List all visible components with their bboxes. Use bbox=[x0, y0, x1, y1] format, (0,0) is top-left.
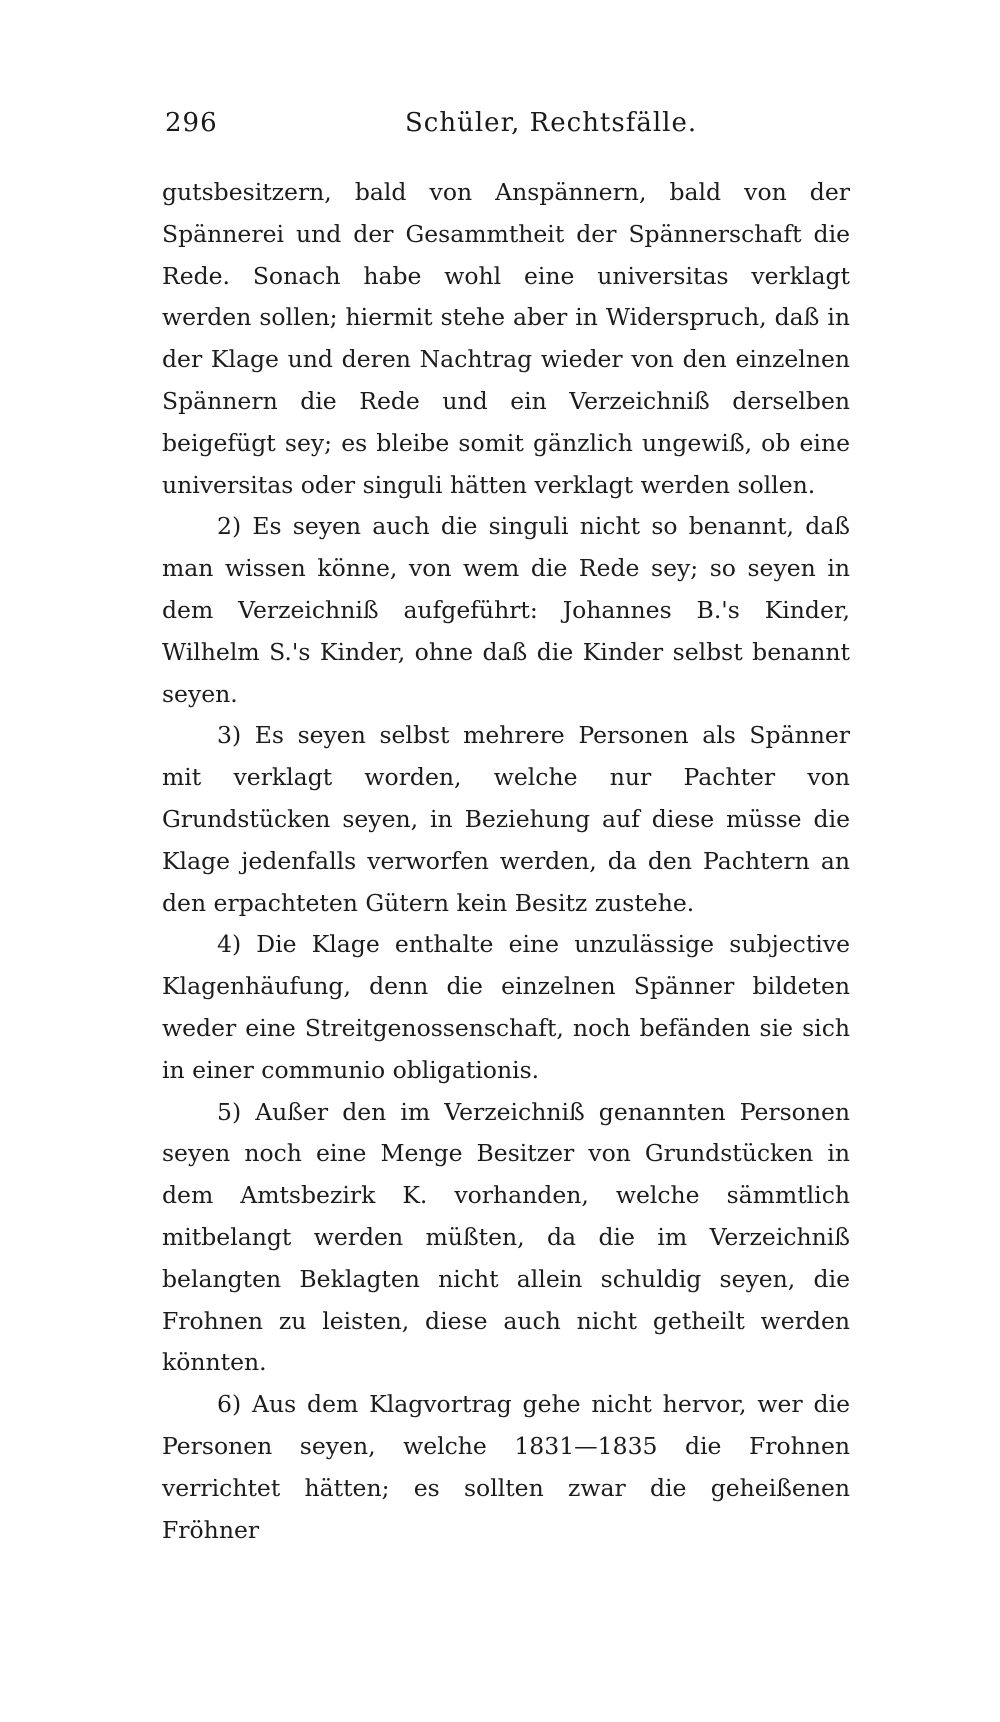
running-title: Schüler, Rechtsfälle. bbox=[405, 108, 698, 138]
paragraph-point-3: 3) Es seyen selbst mehrere Personen als Spänner mit verklagt worden, welche nur Pachter von Grundstücken seyen, in Beziehung auf diese müsse die Klage jedenfalls verworfen werden, da den Pachtern an den erpachteten Gütern kein Besitz zustehe. bbox=[162, 721, 850, 917]
page-header bbox=[165, 108, 855, 152]
paragraph-continuation: gutsbesitzern, bald von Anspännern, bald von der Spännerei und der Gesammtheit der Spännerschaft die Rede. Sonach habe wohl eine universitas verklagt werden sollen; hiermit stehe aber in Widerspruch, daß in der Klage und deren Nachtrag wieder von den einzelnen Spännern die Rede und ein Verzeichniß derselben beigefügt sey; es bleibe somit gänzlich ungewiß, ob eine universitas oder singuli hätten verklagt werden sollen. bbox=[162, 178, 850, 499]
page-number: 296 bbox=[165, 108, 218, 138]
paragraph-point-5: 5) Außer den im Verzeichniß genannten Personen seyen noch eine Menge Besitzer von Grundstücken in dem Amtsbezirk K. vorhanden, welche sämmtlich mitbelangt werden müßten, da die im Verzeichniß belangten Beklagten nicht allein schuldig seyen, die Frohnen zu leisten, diese auch nicht getheilt werden könnten. bbox=[162, 1097, 850, 1377]
paragraph-point-6: 6) Aus dem Klagvortrag gehe nicht hervor, wer die Personen seyen, welche 1831—1835 die Frohnen verrichtet hätten; es sollten zwar die geheißenen Fröhner bbox=[162, 1390, 850, 1544]
body-text bbox=[162, 172, 850, 1551]
paragraph-point-2: 2) Es seyen auch die singuli nicht so benannt, daß man wissen könne, von wem die Rede sey; so seyen in dem Verzeichniß aufgeführt: Johannes B.'s Kinder, Wilhelm S.'s Kinder, ohne daß die Kinder selbst benannt seyen. bbox=[162, 512, 850, 708]
paragraph-point-4: 4) Die Klage enthalte eine unzulässige subjective Klagenhäufung, denn die einzelnen Spänner bildeten weder eine Streitgenossenschaft, noch befänden sie sich in einer communio obligationis. bbox=[162, 930, 850, 1084]
